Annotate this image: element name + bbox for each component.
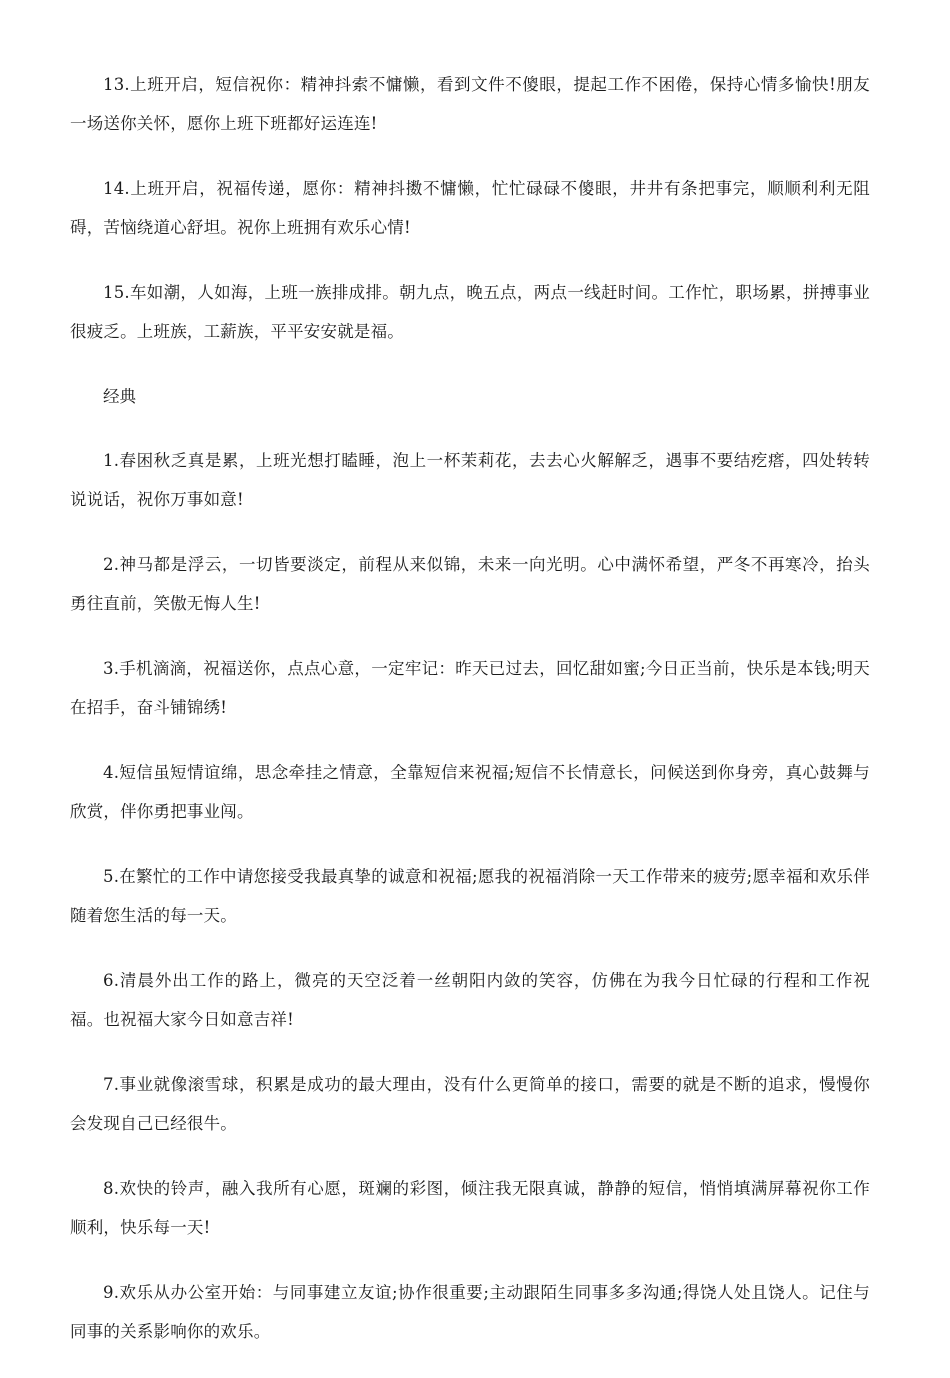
document-page: [70, 66, 870, 1378]
classic-paragraph-7: 7.事业就像滚雪球，积累是成功的最大理由，没有什么更简单的接口，需要的就是不断的追求，慢慢你会发现自己已经很牛。: [70, 1075, 870, 1133]
classic-paragraph-8: 8.欢快的铃声，融入我所有心愿，斑斓的彩图，倾注我无限真诚，静静的短信，悄悄填满屏幕祝你工作顺利，快乐每一天!: [70, 1179, 870, 1237]
classic-paragraph-2: 2.神马都是浮云，一切皆要淡定，前程从来似锦，未来一向光明。心中满怀希望，严冬不再寒冷，抬头勇往直前，笑傲无悔人生!: [70, 555, 870, 613]
section-heading-classic: 经典: [103, 387, 136, 406]
classic-paragraph-6: 6.清晨外出工作的路上，微亮的天空泛着一丝朝阳内敛的笑容，仿佛在为我今日忙碌的行程和工作祝福。也祝福大家今日如意吉祥!: [70, 971, 870, 1029]
classic-paragraph-1: 1.春困秋乏真是累，上班光想打瞌睡，泡上一杯茉莉花，去去心火解解乏，遇事不要结疙瘩，四处转转说说话，祝你万事如意!: [70, 451, 870, 509]
paragraph-15: 15.车如潮，人如海，上班一族排成排。朝九点，晚五点，两点一线赶时间。工作忙，职场累，拼搏事业很疲乏。上班族，工薪族，平平安安就是福。: [70, 283, 870, 341]
paragraph-14: 14.上班开启，祝福传递，愿你：精神抖擞不慵懒，忙忙碌碌不傻眼，井井有条把事完，顺顺利利无阻碍，苦恼绕道心舒坦。祝你上班拥有欢乐心情!: [70, 179, 870, 237]
classic-paragraph-5: 5.在繁忙的工作中请您接受我最真挚的诚意和祝福;愿我的祝福消除一天工作带来的疲劳;愿幸福和欢乐伴随着您生活的每一天。: [70, 867, 870, 925]
classic-paragraph-9: 9.欢乐从办公室开始：与同事建立友谊;协作很重要;主动跟陌生同事多多沟通;得饶人处且饶人。记住与同事的关系影响你的欢乐。: [70, 1283, 870, 1341]
classic-paragraph-3: 3.手机滴滴，祝福送你，点点心意，一定牢记：昨天已过去，回忆甜如蜜;今日正当前，快乐是本钱;明天在招手，奋斗铺锦绣!: [70, 659, 870, 717]
classic-paragraph-4: 4.短信虽短情谊绵，思念牵挂之情意，全靠短信来祝福;短信不长情意长，问候送到你身旁，真心鼓舞与欣赏，伴你勇把事业闯。: [70, 763, 870, 821]
paragraph-13: 13.上班开启，短信祝你：精神抖索不慵懒，看到文件不傻眼，提起工作不困倦，保持心情多愉快!朋友一场送你关怀，愿你上班下班都好运连连!: [70, 75, 870, 133]
